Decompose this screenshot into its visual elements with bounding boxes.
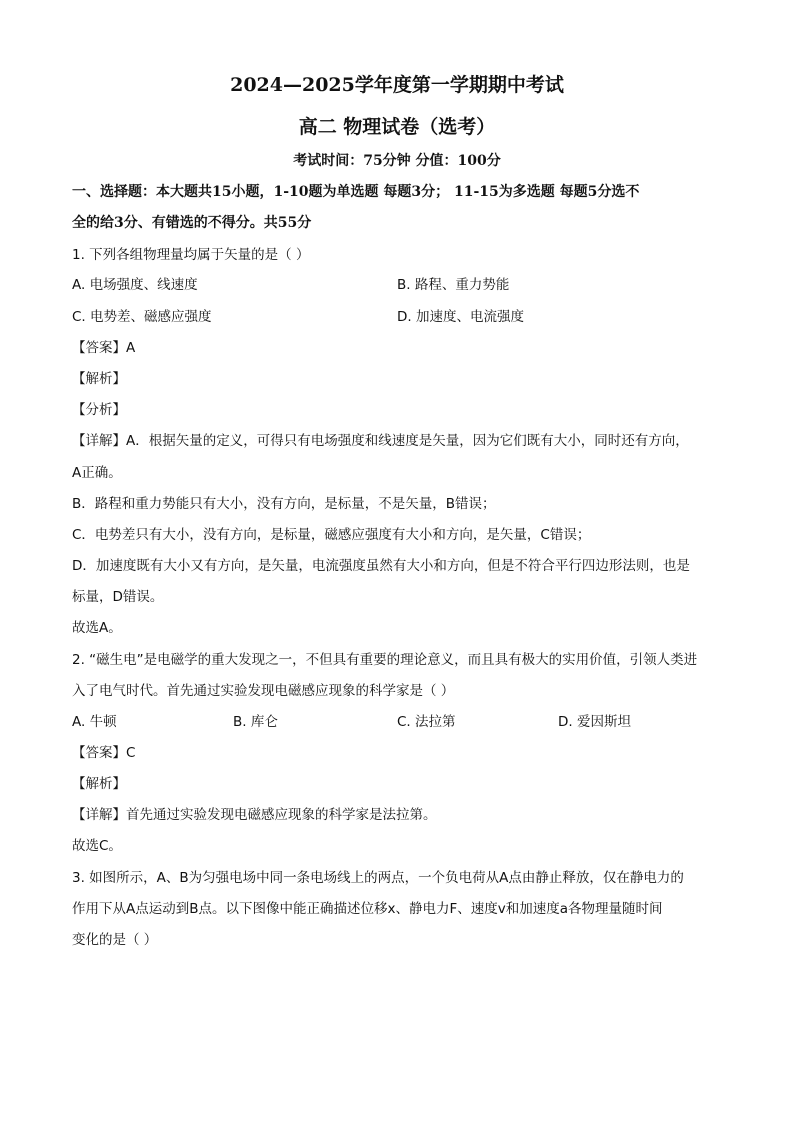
q2-option-b: B. 库仑 (233, 714, 278, 730)
q1-option-b: B. 路程、重力势能 (397, 277, 510, 293)
q1-detail-line-4: C．电势差只有大小，没有方向，是标量，磁感应强度有大小和方向，是矢量，C错误； (72, 527, 591, 543)
exam-subtitle: 高二 物理试卷（选考） (298, 116, 496, 138)
q1-detail-line-3: B．路程和重力势能只有大小，没有方向，是标量，不是矢量，B错误； (72, 496, 496, 512)
q3-stem-line-2: 作用下从A点运动到B点。以下图像中能正确描述位移x、静电力F、速度v和加速度a各物理量随时间 (72, 901, 663, 917)
q3-stem-line-3: 变化的是（ ） (72, 932, 158, 948)
q2-stem-line-1: 2. “磁生电”是电磁学的重大发现之一，不但具有重要的理论意义，而且具有极大的实用价值，引领人类进 (72, 652, 698, 668)
q2-conclusion: 故选C。 (72, 838, 122, 854)
q1-option-d: D. 加速度、电流强度 (397, 309, 524, 325)
q2-stem-line-2: 入了电气时代。首先通过实验发现电磁感应现象的科学家是（ ） (72, 683, 455, 699)
q1-detail-line-5: D．加速度既有大小又有方向，是矢量，电流强度虽然有大小和方向，但是不符合平行四边形法则，也是 (72, 558, 690, 574)
q1-fenxi-label: 【分析】 (72, 402, 126, 418)
q1-stem: 1. 下列各组物理量均属于矢量的是（ ） (72, 247, 310, 263)
q3-stem-line-1: 3. 如图所示，A、B为匀强电场中同一条电场线上的两点，一个负电荷从A点由静止释放，仅在静电力的 (72, 870, 684, 886)
q2-detail: 【详解】首先通过实验发现电磁感应现象的科学家是法拉第。 (72, 807, 437, 823)
q2-answer: 【答案】C (72, 745, 136, 761)
section-heading-line-1: 一、选择题：本大题共15小题，1-10题为单选题 每题3分； 11-15为多选题 每题5分选不 (72, 184, 640, 200)
q2-analysis-label: 【解析】 (72, 776, 126, 792)
exam-info: 考试时间：75分钟 分值：100分 (293, 153, 501, 169)
q1-option-c: C. 电势差、磁感应强度 (72, 309, 212, 325)
q2-option-d: D. 爱因斯坦 (558, 714, 631, 730)
q1-detail-line-2: A正确。 (72, 465, 122, 481)
q2-option-a: A. 牛顿 (72, 714, 117, 730)
q1-detail-line-1: 【详解】A．根据矢量的定义，可得只有电场强度和线速度是矢量，因为它们既有大小，同时还有方向， (72, 433, 689, 449)
q1-answer: 【答案】A (72, 340, 136, 356)
q1-conclusion: 故选A。 (72, 620, 122, 636)
q2-option-c: C. 法拉第 (397, 714, 456, 730)
q1-detail-line-6: 标量，D错误。 (72, 589, 164, 605)
section-heading-line-2: 全的给3分、有错选的不得分。共55分 (72, 215, 312, 231)
exam-title: 2024—2025学年度第一学期期中考试 (230, 74, 564, 96)
q1-analysis-label: 【解析】 (72, 371, 126, 387)
q1-option-a: A. 电场强度、线速度 (72, 277, 198, 293)
